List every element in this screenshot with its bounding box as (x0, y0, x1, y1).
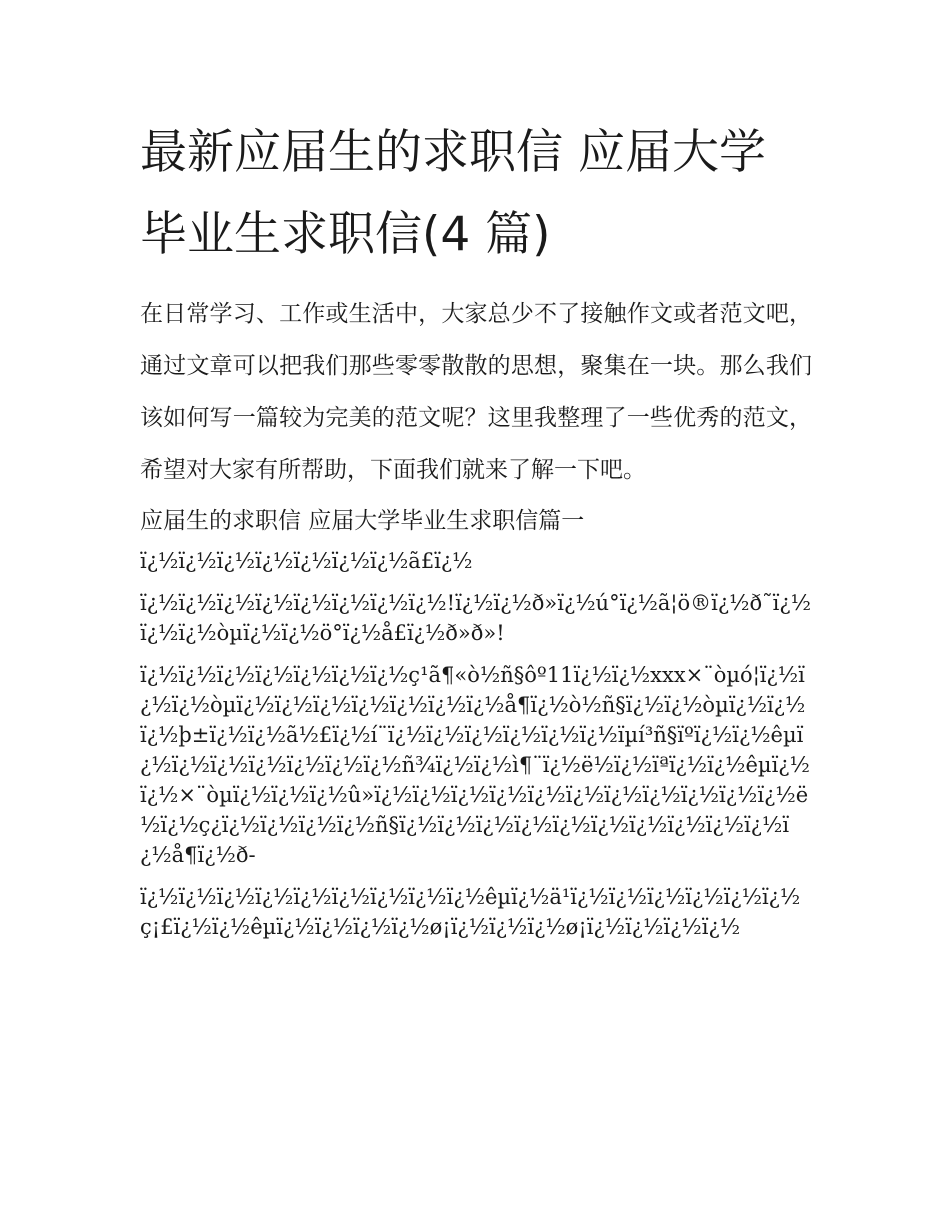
garbled-paragraph: ï¿½ï¿½ï¿½ï¿½ï¿½ï¿½ï¿½ã£ï¿½ (140, 549, 473, 573)
garbled-paragraph: ï¿½ï¿½ï¿½ï¿½ï¿½ï¿½ï¿½ï¿½ï¿½êµï¿½ä¹ï¿½ï¿½ï¿½ï¿½ï¿½ï¿½ç¡£ï¿½ï¿½êµï¿½ï¿½ï¿½ï¿½ø¡ï¿½ï¿½ï¿½ø¡ï¿½ï¿½ï¿½ï¿½ (140, 885, 801, 939)
document-page (140, 112, 812, 954)
garbled-text-block (140, 546, 812, 942)
section-heading: 应届生的求职信 应届大学毕业生求职信篇一 (140, 508, 585, 534)
garbled-paragraph: ï¿½ï¿½ï¿½ï¿½ï¿½ï¿½ï¿½ç¹ã¶«ò½ñ§ôº11ï¿½ï¿½xxx×¨òµó¦ï¿½ï¿½ï¿½òµï¿½ï¿½ï¿½ï¿½ï¿½ï¿½ï¿½å¶ï¿½ò½ñ§ï¿½ï¿½òµï¿½ï¿½ï¿½þ±ï¿½ï¿½ã½£ï¿½í¨ï¿½ï¿½ï¿½ï¿½ï¿½ï¿½ïµí³ñ§ïºï¿½ï¿½êµï¿½ï¿½ï¿½ï¿½ï¿½ï¿½ï¿½ñ¾ï¿½ï¿½ì¶¨ï¿½ë½ï¿½ïªï¿½ï¿½êµï¿½ï¿½×¨òµï¿½ï¿½ï¿½û»ï¿½ï¿½ï¿½ï¿½ï¿½ï¿½ï¿½ï¿½ï¿½ï¿½ï¿½ë½ï¿½ç¿ï¿½ï¿½ï¿½ï¿½ñ§ï¿½ï¿½ï¿½ï¿½ï¿½ï¿½ï¿½ï¿½ï¿½ï¿½ï¿½å¶ï¿½ð- (140, 663, 810, 867)
garbled-paragraph: ï¿½ï¿½ï¿½ï¿½ï¿½ï¿½ï¿½ï¿½!ï¿½ï¿½ð»ï¿½ú°ï¿½ã¦ö®ï¿½ð˜ï¿½ï¿½ï¿½òµï¿½ï¿½ö°ï¿½å£ï¿½ð»ð»! (140, 591, 811, 645)
intro-paragraph: 在日常学习、工作或生活中，大家总少不了接触作文或者范文吧，通过文章可以把我们那些零零散散的思想，聚集在一块。那么我们该如何写一篇较为完美的范文呢？这里我整理了一些优秀的范文，希望对大家有所帮助，下面我们就来了解一下吧。 (140, 301, 812, 483)
document-title: 最新应届生的求职信 应届大学毕业生求职信(4 篇) (140, 125, 766, 262)
